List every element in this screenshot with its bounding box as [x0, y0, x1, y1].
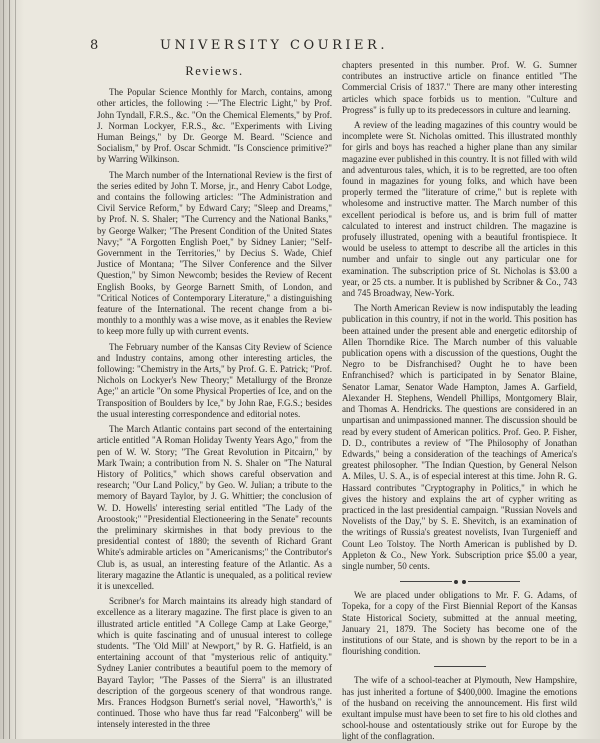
right-column	[342, 60, 577, 742]
page-edge	[9, 0, 10, 739]
paragraph: The wife of a school-teacher at Plymouth, New Hampshire, has just inherited a fortune of $400,000. Imagine the emotions of the husband on receiving the announcement. His first wild exultant impulse must have been to set fire to his old clothes and school-house and ostentatiously strike out for Europe by the light of the conflagration.	[342, 675, 577, 742]
section-separator	[342, 661, 577, 667]
paragraph: The March number of the International Review is the first of the series edited by John T. Morse, jr., and Henry Cabot Lodge, and contains the following articles: "The Administration and Civil Service Reform," by Edward Cary; "Sleep and Dreams," by Prof. N. S. Shaler; "The Currency and the National Banks," by George Walker; "The Present Condition of the United States Navy;" "A Forgotten English Poet," by Sidney Lanier; "Self-Government in the Territories," by Decius S. Wade, Chief Justice of Montana; "The Silver Conference and the Silver Question," by Simon Newcomb; besides the Review of Recent English Books, by George Barnett Smith, of London, and "Critical Notices of Contemporary Literature," a distinguishing feature of the International. The recent change from a bi-monthly to a monthly was a wise move, as it enables the Review to keep more fully up with current events.	[97, 169, 332, 337]
paragraph: The February number of the Kansas City Review of Science and Industry contains, among other interesting articles, the following: "Chemistry in the Arts," by Prof. G. E. Patrick; "Prof. Nichols on Lockyer's New Theory;" Metallurgy of the Bronze Age;" an article "On some Physical Properties of Ice, and on the Transposition of Boulders by Ice," by John Rae, F.G.S.; besides the usual interesting correspondence and editorial notes.	[97, 341, 332, 419]
paragraph: The North American Review is now indisputably the leading publication in this country, if not in the world. This position has been attained under the present able and energetic editorship of Allen Thorndike Rice. The March number of this valuable publication opens with a discussion of the questions, Ought the Negro to be Disfranchised? Ought he to have been Enfranchised? which is participated in by Senator Blaine, Senator Lamar, Senator Wade Hampton, James A. Garfield, Alexander H. Stephens, Wendell Phillips, Montgomery Blair, and Thomas A. Hendricks. The questions are considered in an unpartisan and unimpassioned manner. The discussion should be read by every student of American politics. Prof. Geo. P. Fisher, D. D., contributes a review of "The Philosophy of Jonathan Edwards," being a consideration of the teachings of America's greatest philosopher. "The Indian Question, by General Nelson A. Miles, U. S. A., is of especial interest at this time. John R. G. Hassard contributes "Cryptography in Politics," in which he gives the history and explains the art of cypher writing as practiced in the last presidential campaign. "Russian Novels and Novelists of the Day," by S. E. Shevitch, is an examination of the writings of Russia's greatest novelists, Ivan Turgenieff and Count Leo Tolstoy. The North American is published by D. Appleton & Co., New York. Subscription price $5.00 a year, single number, 50 cents.	[342, 303, 577, 571]
section-separator	[342, 576, 577, 582]
page-header	[80, 38, 600, 58]
page-number: 8	[90, 38, 99, 53]
paragraph: The Popular Science Monthly for March, contains, among other articles, the following :—"The Electric Light," by Prof. John Tyndall, F.R.S., &c. "On the Chemical Elements," by Prof. J. Norman Lockyer, F.R.S., &c. "Experiments with Living Human Beings," by Dr. George M. Beard. "Science and Socialism," by Prof. Oscar Schmidt. "Is Conscience primitive?" by Warring Wilkinson.	[97, 87, 332, 165]
section-title: Reviews.	[185, 64, 244, 78]
paragraph: chapters presented in this number. Prof. W. G. Sumner contributes an instructive article on finance entitled "The Commercial Crisis of 1837." There are many other interesting articles which space forbids us to mention. "Culture and Progress" is fully up to its predecessors in culture and learning.	[342, 60, 577, 115]
paragraph: Scribner's for March maintains its already high standard of excellence as a literary magazine. The first place is given to an illustrated article entitled "A College Camp at Lake George," which is quite fascinating and of unusual interest to college students. "The 'Old Mill' at Newport," by R. G. Hatfield, is an entertaining account of that "mysterious relic of antiquity." Sydney Lanier contributes a beautiful poem to the memory of Bayard Taylor; "The Passes of the Sierra" is an illustrated description of the gorgeous scenery of that wondrous range. Mrs. Frances Hodgson Burnett's serial novel, "Haworth's," is continued. Those who have thus far read "Falconberg" will be intensely interested in the three	[97, 596, 332, 730]
paragraph: The March Atlantic contains part second of the entertaining article entitled "A Roman Holiday Twenty Years Ago," from the pen of W. W. Story; "The Great Revolution in Pitcairn," by Mark Twain; a contribution from N. S. Shaler on "The Natural History of Politics," which shows careful observation and research; "Our Land Policy," by Geo. W. Julian; a tribute to the memory of Bayard Taylor, by J. G. Whittier; the conclusion of W. D. Howells' interesting serial entitled "The Lady of the Aroostook;" "Presidential Electioneering in the Senate" recounts the preliminary skirmishes in that body previous to the presidential contest of 1880; the seventh of Richard Grant White's admirable articles on "Americanisms;" the Contributor's Club is, as usual, an interesting feature of the Atlantic. As a literary magazine the Atlantic is unequaled, as a political review it is unexcelled.	[97, 424, 332, 591]
paragraph: A review of the leading magazines of this country would be incomplete were St. Nicholas omitted. This illustrated monthly for girls and boys has reached a higher plane than any similar magazine ever published in this country. It is not filled with wild and adventurous tales, which, it is to be regretted, are too often found in magazines for young folks, and which have been properly termed the "literature of crime," but is replete with wholesome and instructive matter. The March number of this excellent periodical is before us, and is brim full of matter calculated to interest and instruct children. The magazine is profusely illustrated, opening with a beautiful frontispiece. It would be useless to attempt to describe all the articles in this number and unfair to single out any particular one for examination. The subscription price of St. Nicholas is $3.00 a year, or 25 cts. a number. It is published by Scribner & Co., 743 and 745 Broadway, New-York.	[342, 120, 577, 299]
paragraph: We are placed under obligations to Mr. F. G. Adams, of Topeka, for a copy of the First Biennial Report of the Kansas State Historical Society, submitted at the annual meeting, January 21, 1879. The Society has become one of the institutions of our State, and is shown by the report to be in a flourishing condition.	[342, 590, 577, 657]
left-column	[97, 64, 332, 739]
page-edge	[3, 0, 4, 739]
page-edge	[15, 0, 16, 739]
running-title: UNIVERSITY COURIER.	[160, 38, 388, 53]
